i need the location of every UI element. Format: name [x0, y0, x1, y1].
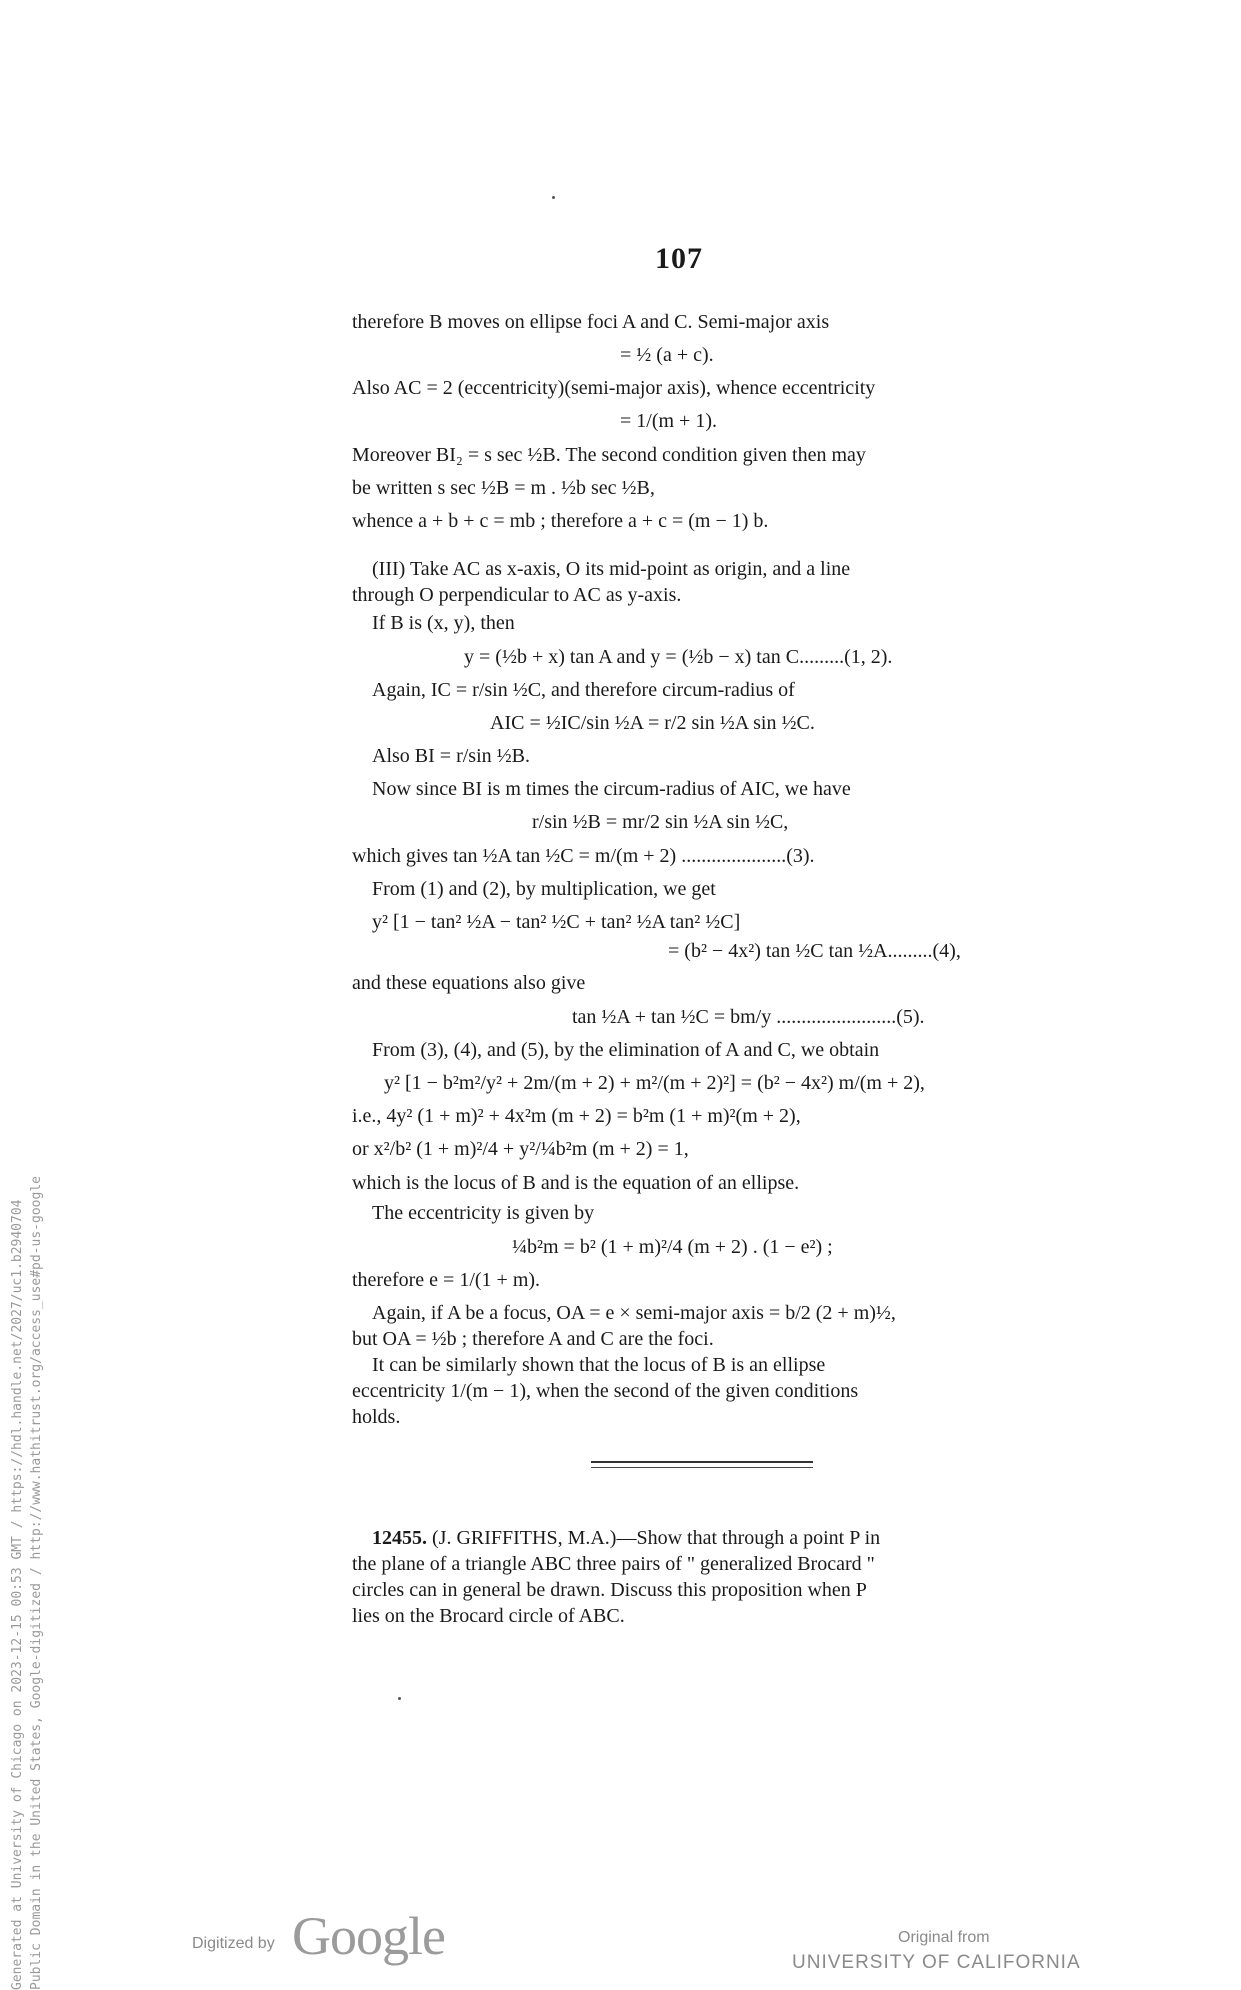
- speck: [552, 196, 555, 199]
- text-line: and these equations also give: [352, 972, 586, 994]
- section-rule: [591, 1467, 813, 1468]
- text-line: which gives tan ½A tan ½C = m/(m + 2) .....................(3).: [352, 845, 815, 867]
- text-line: Moreover BI₂ = s sec ½B. The second condition given then may: [352, 444, 866, 466]
- question-text: —Show that through a point P in: [616, 1527, 881, 1549]
- text-line: If B is (x, y), then: [372, 612, 515, 634]
- text-line: = 1/(m + 1).: [620, 410, 717, 432]
- text-line: = (b² − 4x²) tan ½C tan ½A.........(4),: [668, 940, 961, 962]
- text-line: From (1) and (2), by multiplication, we get: [372, 878, 716, 900]
- question-line: circles can in general be drawn. Discuss this proposition when P: [352, 1579, 867, 1601]
- text-line: y = (½b + x) tan A and y = (½b − x) tan C.........(1, 2).: [464, 646, 893, 668]
- text-line: Now since BI is m times the circum-radius of AIC, we have: [372, 778, 851, 800]
- google-logo: Google: [292, 1906, 445, 1966]
- text-line: i.e., 4y² (1 + m)² + 4x²m (m + 2) = b²m (1 + m)²(m + 2),: [352, 1105, 801, 1127]
- question-line: lies on the Brocard circle of ABC.: [352, 1605, 625, 1627]
- text-line: therefore B moves on ellipse foci A and C. Semi-major axis: [352, 311, 830, 333]
- access-stamp: [8, 1176, 46, 1990]
- text-line: AIC = ½IC/sin ½A = r/2 sin ½A sin ½C.: [490, 712, 815, 734]
- text-line: Again, IC = r/sin ½C, and therefore circum-radius of: [372, 679, 795, 701]
- original-from-label: Original from: [898, 1929, 990, 1946]
- text-line: whence a + b + c = mb ; therefore a + c = (m − 1) b.: [352, 510, 769, 532]
- text-line: therefore e = 1/(1 + m).: [352, 1269, 541, 1291]
- text-line: tan ½A + tan ½C = bm/y ........................(5).: [572, 1006, 925, 1028]
- text-line: It can be similarly shown that the locus of B is an ellipse: [372, 1354, 826, 1376]
- text-line: (III) Take AC as x-axis, O its mid-point as origin, and a line: [372, 558, 851, 580]
- text-line: be written s sec ½B = m . ½b sec ½B,: [352, 477, 655, 499]
- question-line: the plane of a triangle ABC three pairs of " generalized Brocard ": [352, 1553, 875, 1575]
- text-line: which is the locus of B and is the equation of an ellipse.: [352, 1172, 800, 1194]
- text-line: but OA = ½b ; therefore A and C are the foci.: [352, 1328, 714, 1350]
- question-author: (J. GRIFFITHS, M.A.): [432, 1527, 617, 1549]
- text-line: The eccentricity is given by: [372, 1202, 595, 1224]
- text-line: = ½ (a + c).: [620, 344, 714, 366]
- text-line: Again, if A be a focus, OA = e × semi-major axis = b/2 (2 + m)½,: [372, 1302, 896, 1324]
- text-line: y² [1 − b²m²/y² + 2m/(m + 2) + m²/(m + 2)²] = (b² − 4x²) m/(m + 2),: [384, 1072, 925, 1094]
- access-stamp-line: Public Domain in the United States, Google-digitized / http://www.hathitrust.org/access_use#pd-us-google: [29, 1176, 44, 1990]
- text-line: Also BI = r/sin ½B.: [372, 745, 530, 767]
- digitized-by-label: Digitized by: [192, 1935, 275, 1952]
- question-line: [372, 1526, 880, 1550]
- text-line: Also AC = 2 (eccentricity)(semi-major axis), whence eccentricity: [352, 377, 876, 399]
- page-number: 107: [655, 242, 703, 275]
- access-stamp-line: Generated at University of Chicago on 2023-12-15 00:53 GMT / https://hdl.handle.net/2027/uc1.b2940704: [10, 1199, 25, 1990]
- text-line: ¼b²m = b² (1 + m)²/4 (m + 2) . (1 − e²) ;: [512, 1236, 833, 1258]
- text-line: From (3), (4), and (5), by the elimination of A and C, we obtain: [372, 1039, 880, 1061]
- text-line: through O perpendicular to AC as y-axis.: [352, 584, 682, 606]
- text-line: or x²/b² (1 + m)²/4 + y²/¼b²m (m + 2) = 1,: [352, 1138, 689, 1160]
- text-line: y² [1 − tan² ½A − tan² ½C + tan² ½A tan² ½C]: [372, 911, 741, 933]
- question-number: 12455.: [372, 1527, 427, 1549]
- text-line: holds.: [352, 1406, 401, 1428]
- speck: [398, 1697, 401, 1700]
- text-line: eccentricity 1/(m − 1), when the second of the given conditions: [352, 1380, 859, 1402]
- institution-label: UNIVERSITY OF CALIFORNIA: [792, 1952, 1081, 1973]
- text-line: r/sin ½B = mr/2 sin ½A sin ½C,: [532, 811, 789, 833]
- section-rule: [591, 1461, 813, 1463]
